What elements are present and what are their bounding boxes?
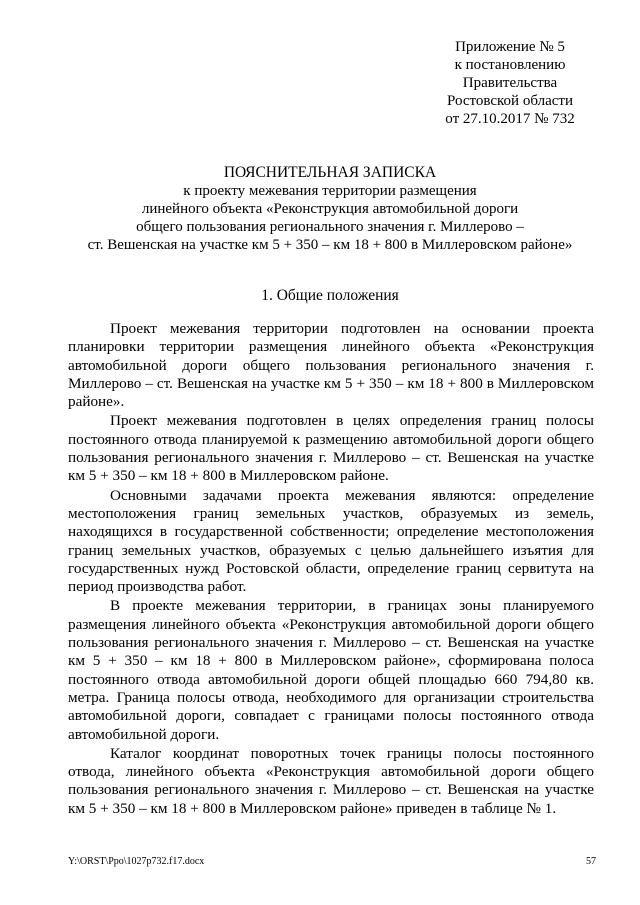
section-heading: 1. Общие положения <box>261 287 399 304</box>
title-line-2: линейного объекта «Реконструкция автомобильной дороги <box>141 201 519 217</box>
paragraph: В проекте межевания территории, в границах зоны планируемого размещения линейного объекта «Реконструкция автомобильной дороги общего пользования регионального значения г. Миллерово – ст. Вешенская на участке км 5 + 350 – км 18 + 800 в Миллеровском районе», сформирована полоса постоянного отвода автомобильной дороги общей площадью 660 794,80 кв. метра. Граница полосы отвода, необходимого для организации строительства автомобильной дороги, совпадает с границами полосы постоянного отвода автомобильной дороги. <box>68 597 594 743</box>
document-body <box>68 320 594 818</box>
paragraph: Проект межевания подготовлен в целях определения границ полосы постоянного отвода планируемой к размещению автомобильной дороги общего пользования регионального значения г. Миллерово – ст. Вешенская на участке км 5 + 350 – км 18 + 800 в Миллеровском районе. <box>68 412 594 485</box>
title-line-1: к проекту межевания территории размещения <box>183 183 477 199</box>
paragraph: Проект межевания территории подготовлен на основании проекта планировки территории размещения линейного объекта «Реконструкция автомобильной дороги общего пользования регионального значения г. Миллерово – ст. Вешенская на участке км 5 + 350 – км 18 + 800 в Миллеровском районе». <box>68 320 594 411</box>
title-line-4: ст. Вешенская на участке км 5 + 350 – км 18 + 800 в Миллеровском районе» <box>87 237 573 253</box>
file-path: Y:\ORST\Ppo\1027p732.f17.docx <box>68 856 205 867</box>
appendix-header <box>420 38 600 128</box>
appendix-line-3: Правительства <box>462 75 558 91</box>
page-number: 57 <box>586 856 596 867</box>
title-line-3: общего пользования регионального значения г. Миллерово – <box>136 219 524 235</box>
title-main: ПОЯСНИТЕЛЬНАЯ ЗАПИСКА <box>223 164 437 181</box>
appendix-line-4: Ростовской области <box>447 93 573 109</box>
paragraph: Каталог координат поворотных точек границы полосы постоянного отвода, линейного объекта «Реконструкция автомобильной дороги общего пользования регионального значения г. Миллерово – ст. Вешенская на участке км 5 + 350 – км 18 + 800 в Миллеровском районе» приведен в таблице № 1. <box>68 744 594 817</box>
appendix-line-1: Приложение № 5 <box>455 39 565 55</box>
appendix-line-2: к постановлению <box>454 57 566 73</box>
appendix-line-5: от 27.10.2017 № 732 <box>445 111 575 127</box>
document-title <box>60 164 600 254</box>
paragraph: Основными задачами проекта межевания являются: определение местоположения границ земельных участков, образуемых из земель, находящихся в государственной собственности; определение местоположения границ земельных участков, образуемых с целью дальнейшего изъятия для государственных нужд Ростовской области, определение границ сервитута на период производства работ. <box>68 486 594 596</box>
